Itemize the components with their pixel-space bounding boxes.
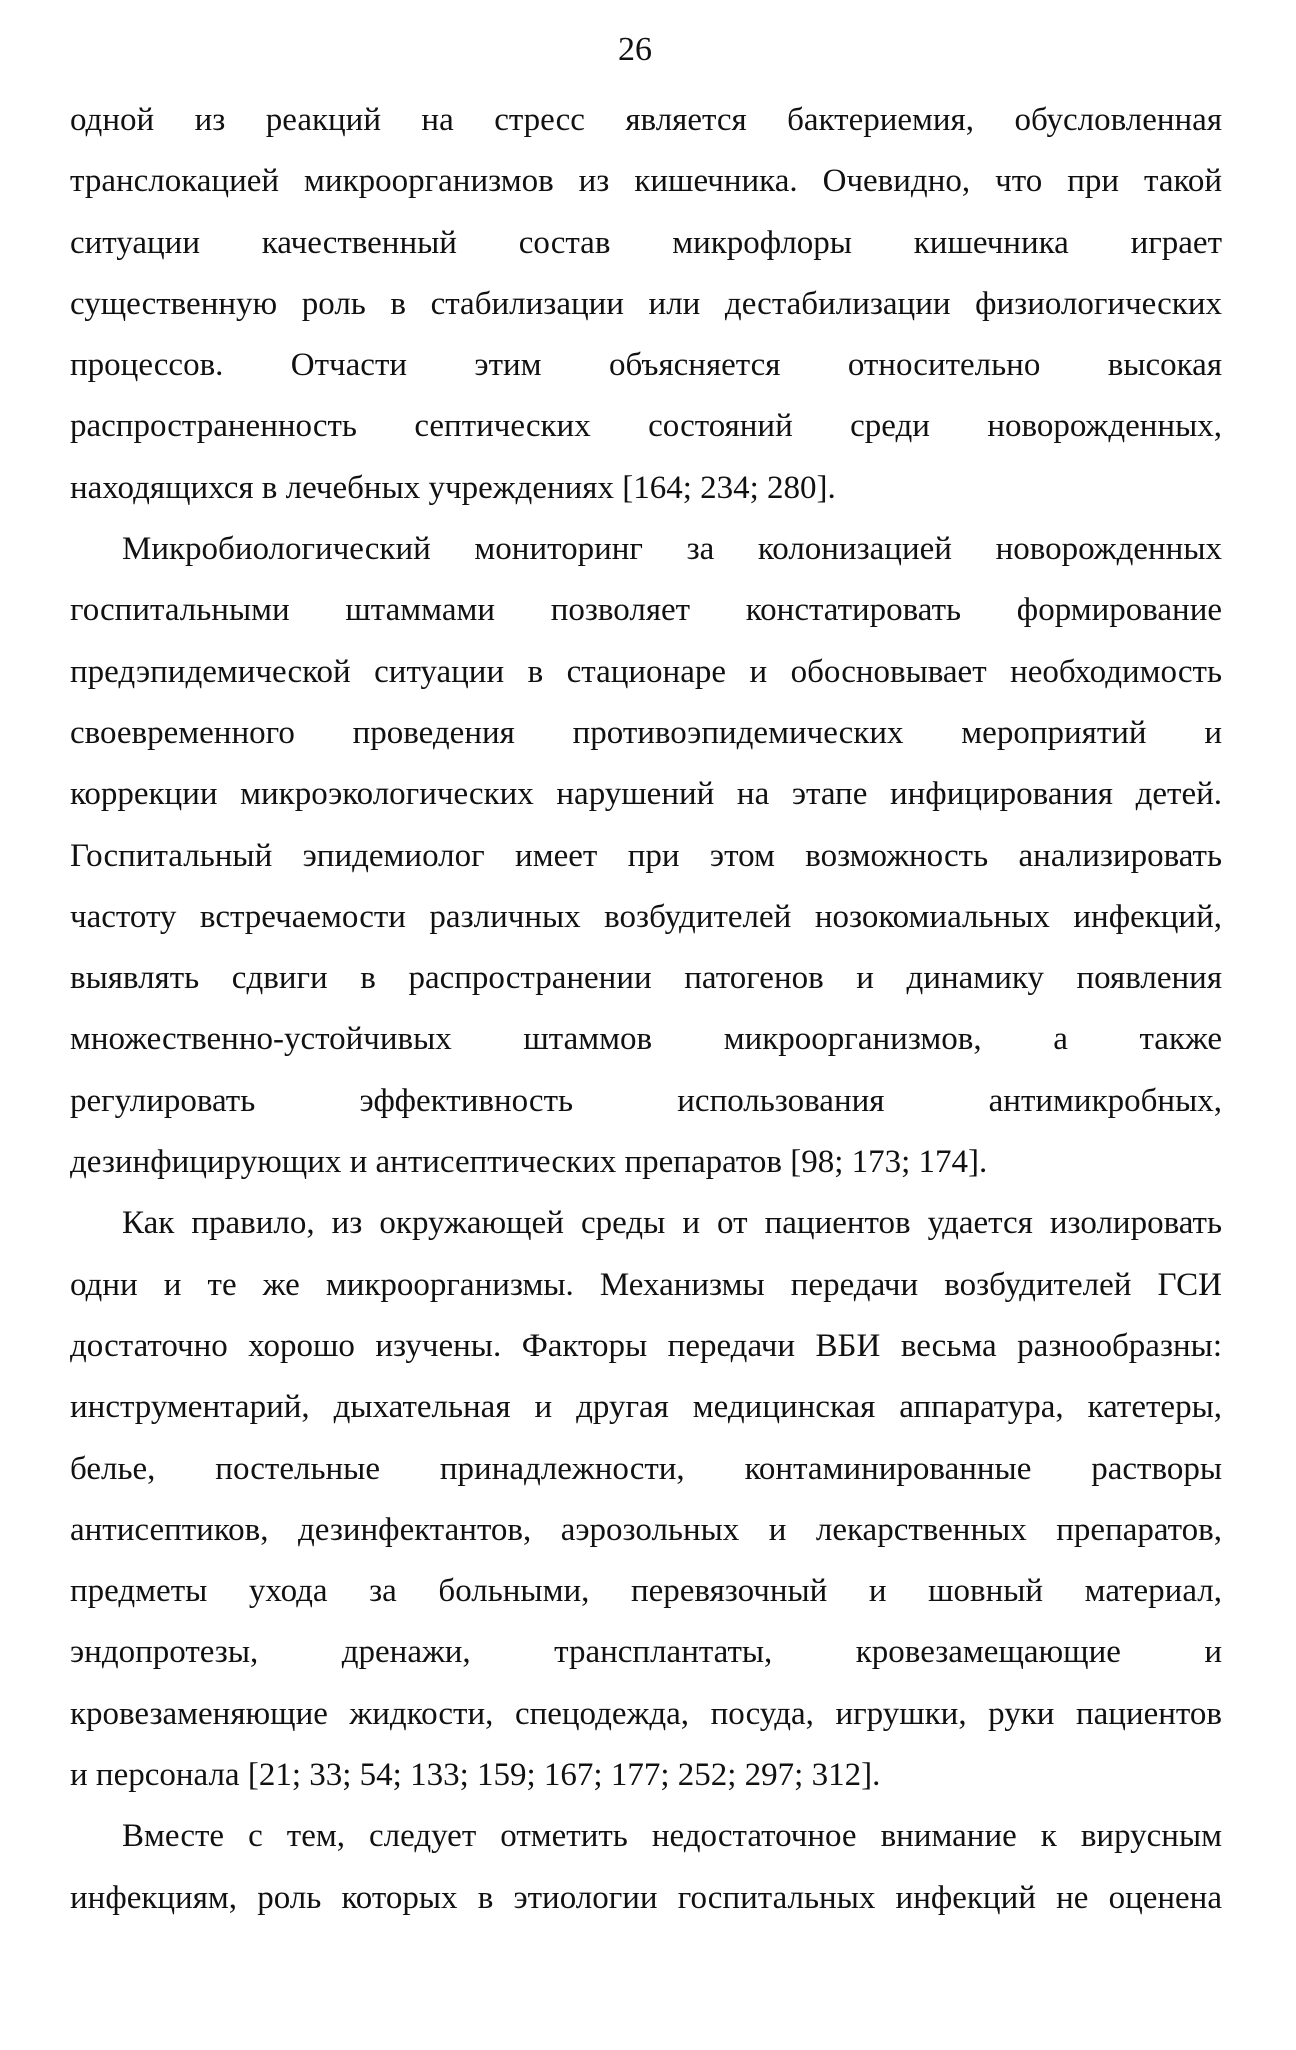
text-line: антисептиков, дезинфектантов, аэрозольных и лекарственных препаратов, (70, 1511, 1222, 1548)
text-line: кровезаменяющие жидкости, спецодежда, посуда, игрушки, руки пациентов (70, 1695, 1222, 1732)
text-line: одни и те же микроорганизмы. Механизмы передачи возбудителей ГСИ (70, 1266, 1222, 1303)
paragraph (70, 90, 1222, 519)
text-line: регулировать эффективность использования антимикробных, (70, 1082, 1222, 1119)
text-line: инфекциям, роль которых в этиологии госпитальных инфекций не оценена (70, 1879, 1222, 1916)
text-line: Вместе с тем, следует отметить недостаточное внимание к вирусным (122, 1818, 1222, 1855)
paragraph (70, 1193, 1222, 1806)
text-line: эндопротезы, дренажи, трансплантаты, кровезамещающие и (70, 1634, 1222, 1671)
text-line: существенную роль в стабилизации или дестабилизации физиологических (70, 285, 1222, 322)
paragraph (70, 519, 1222, 1193)
text-line: и персонала [21; 33; 54; 133; 159; 167; 177; 252; 297; 312]. (70, 1757, 881, 1794)
text-line: коррекции микроэкологических нарушений на этапе инфицирования детей. (70, 776, 1222, 813)
text-line: распространенность септических состояний среди новорожденных, (70, 408, 1222, 445)
text-line: процессов. Отчасти этим объясняется относительно высокая (70, 347, 1222, 384)
body-text (70, 90, 1222, 1929)
text-line: одной из реакций на стресс является бактериемия, обусловленная (70, 102, 1222, 138)
text-line: выявлять сдвиги в распространении патогенов и динамику появления (70, 960, 1222, 997)
text-line: инструментарий, дыхательная и другая медицинская аппаратура, катетеры, (70, 1389, 1222, 1426)
text-line: множественно-устойчивых штаммов микроорганизмов, а также (70, 1021, 1222, 1058)
text-line: Госпитальный эпидемиолог имеет при этом возможность анализировать (70, 837, 1222, 874)
text-line: госпитальными штаммами позволяет констатировать формирование (70, 592, 1222, 629)
text-line: транслокацией микроорганизмов из кишечника. Очевидно, что при такой (70, 163, 1222, 200)
page-number: 26 (618, 31, 652, 68)
text-line: достаточно хорошо изучены. Факторы передачи ВБИ весьма разнообразны: (70, 1327, 1222, 1364)
text-line: ситуации качественный состав микрофлоры кишечника играет (70, 224, 1222, 261)
text-line: частоту встречаемости различных возбудителей нозокомиальных инфекций, (70, 898, 1222, 935)
text-line: предметы ухода за больными, перевязочный и шовный материал, (70, 1573, 1222, 1610)
text-line: своевременного проведения противоэпидемических мероприятий и (70, 714, 1222, 751)
text-line: находящихся в лечебных учреждениях [164; 234; 280]. (70, 469, 836, 506)
text-line: Микробиологический мониторинг за колонизацией новорожденных (122, 531, 1222, 568)
text-line: дезинфицирующих и антисептических препаратов [98; 173; 174]. (70, 1144, 988, 1181)
text-line: предэпидемической ситуации в стационаре и обосновывает необходимость (70, 653, 1222, 690)
text-line: белье, постельные принадлежности, контаминированные растворы (70, 1450, 1222, 1487)
text-line: Как правило, из окружающей среды и от пациентов удается изолировать (122, 1205, 1222, 1242)
paragraph (70, 1806, 1222, 1929)
